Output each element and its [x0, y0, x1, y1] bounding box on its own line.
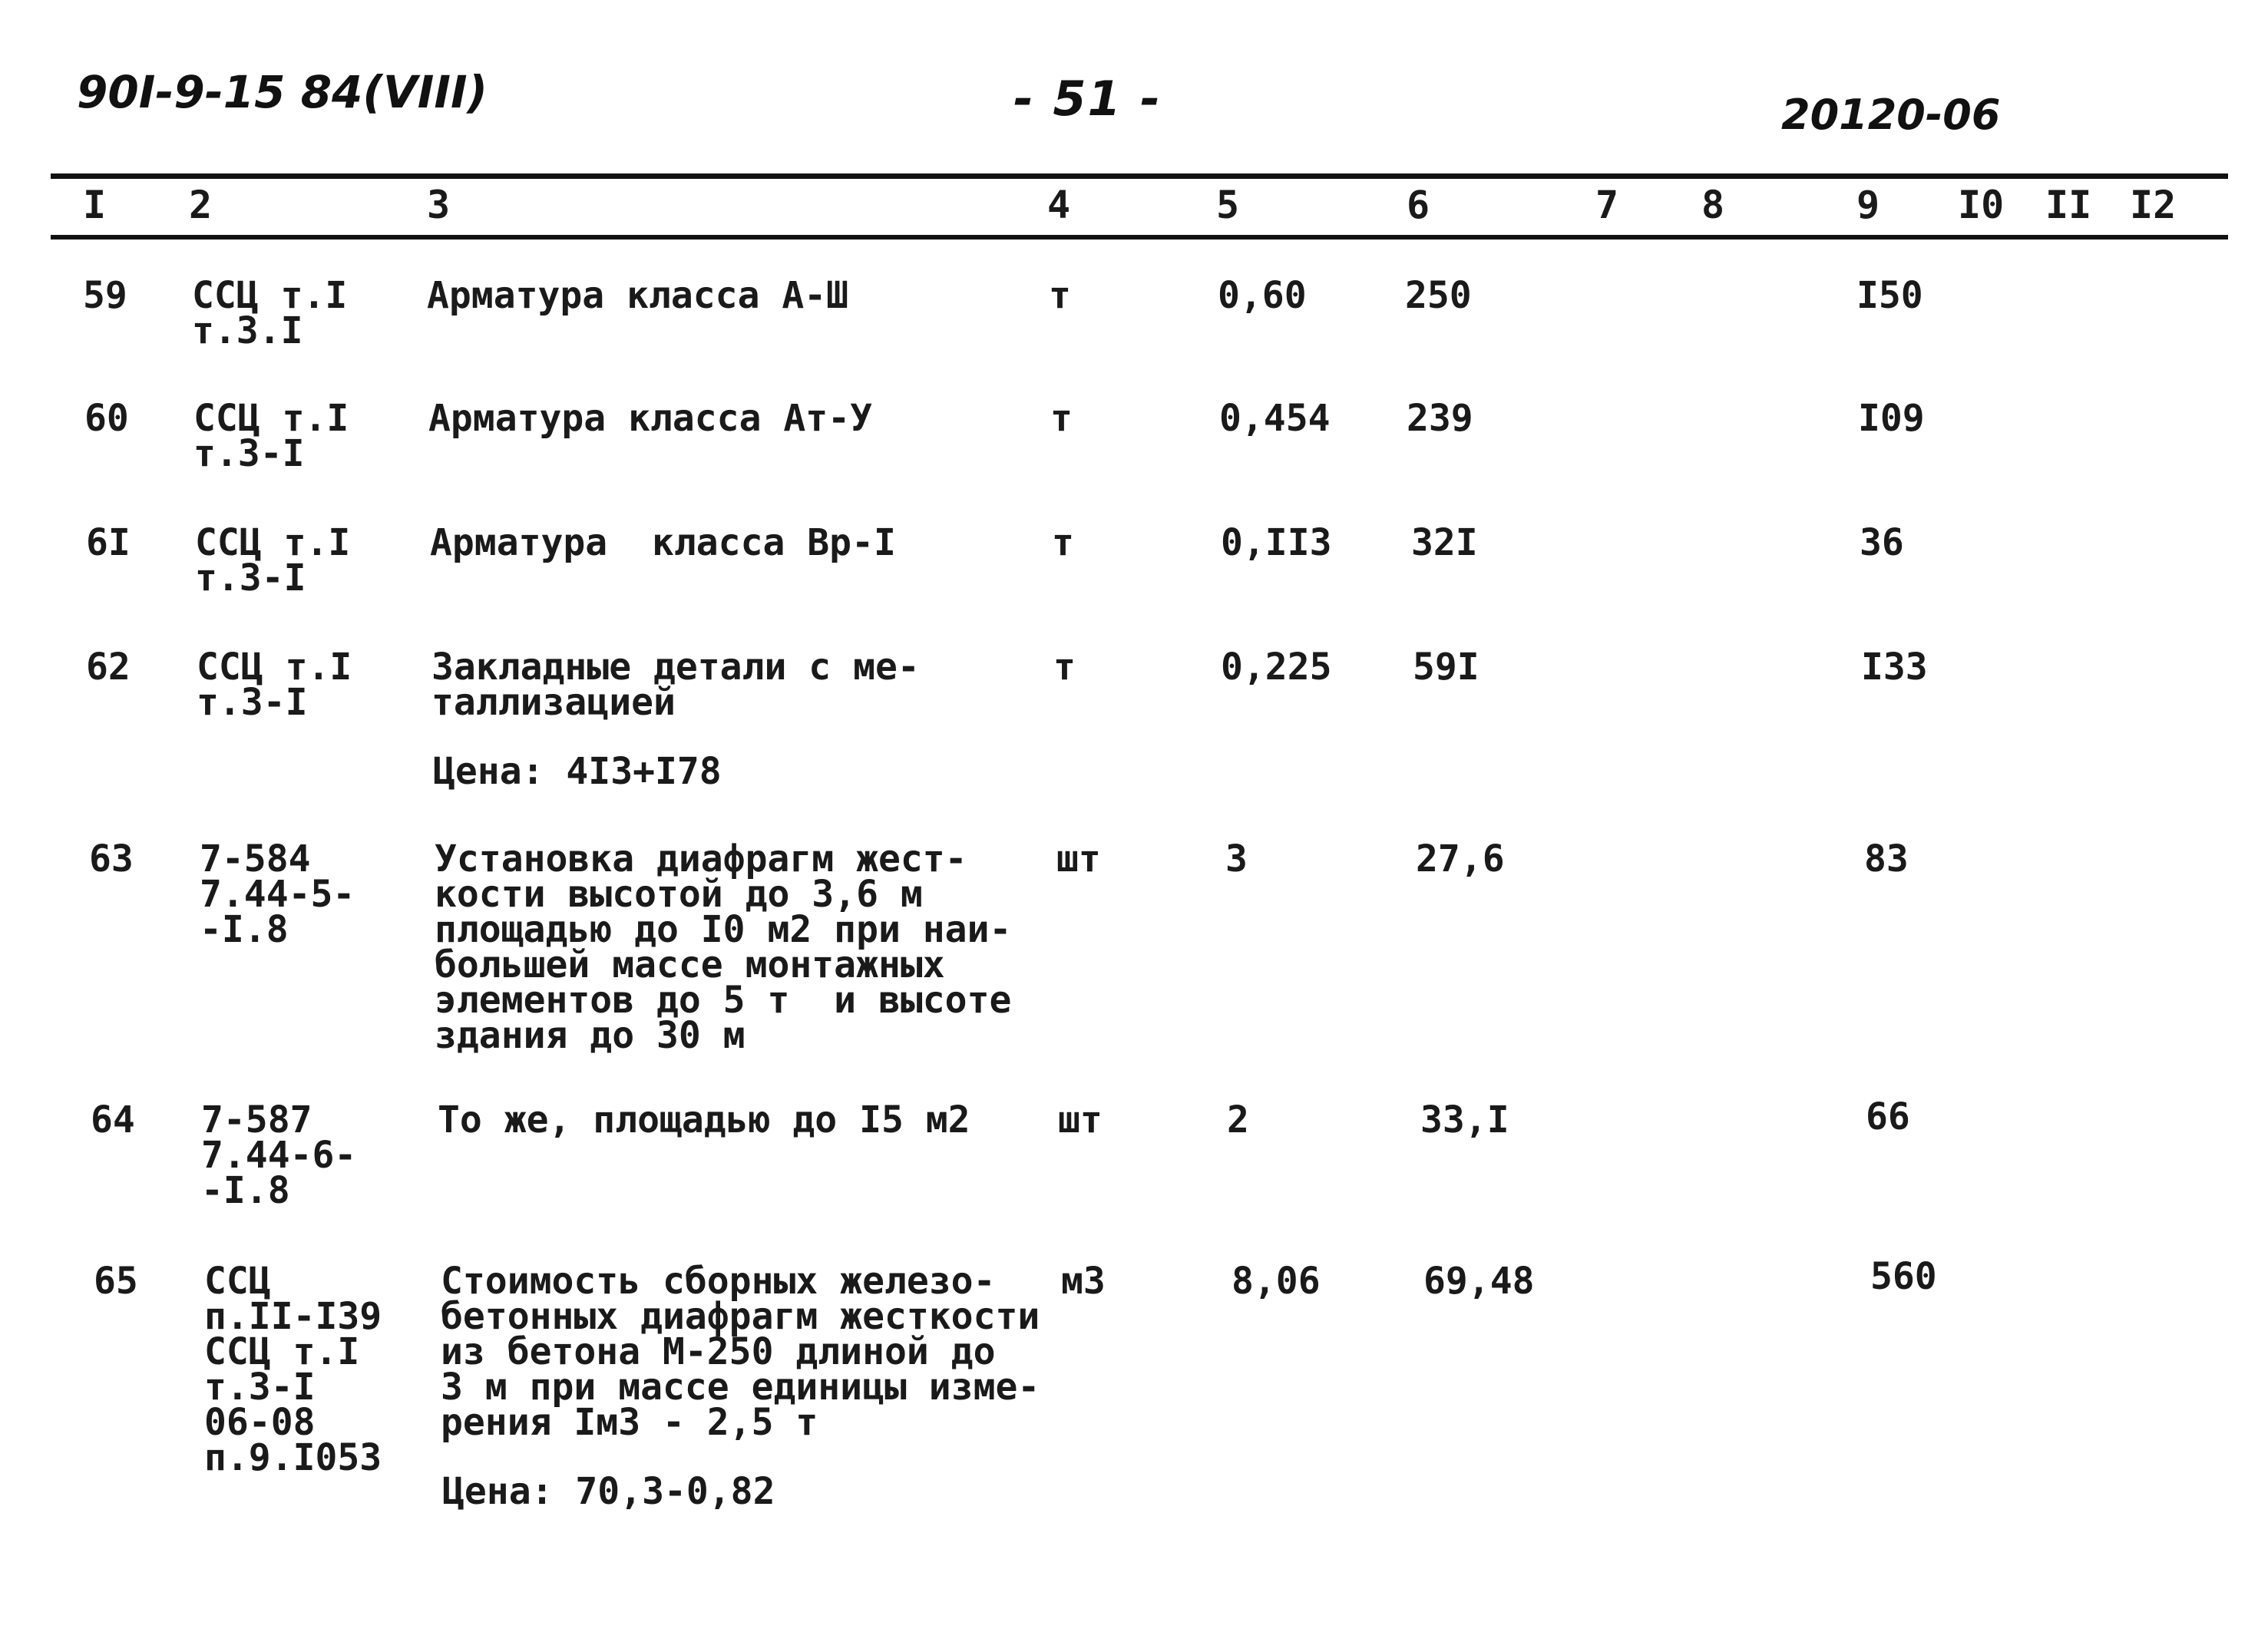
- basis-line: 7.44-6-: [201, 1134, 357, 1177]
- total-cell: I09: [1858, 397, 1925, 440]
- basis-line: т.3.I: [192, 309, 303, 352]
- price-note: Цена: 70,3-0,82: [442, 1470, 775, 1513]
- column-number: 6: [1407, 183, 1430, 227]
- column-number: 9: [1856, 183, 1880, 227]
- basis-line: -I.8: [200, 908, 289, 951]
- unit-cell: т: [1052, 521, 1074, 564]
- basis-line: п.II-I39: [204, 1295, 382, 1338]
- column-number: I0: [1958, 183, 2005, 227]
- total-cell: 66: [1866, 1095, 1910, 1138]
- description-line: Арматура класса Вр-I: [430, 521, 896, 564]
- table-top-rule: [51, 173, 2228, 179]
- row-number: 62: [86, 646, 131, 689]
- unit-price-cell: 239: [1407, 397, 1473, 440]
- description-line: из бетона М-250 длиной до: [441, 1330, 996, 1373]
- total-cell: I33: [1861, 646, 1928, 689]
- column-number: 7: [1595, 183, 1619, 227]
- unit-price-cell: 32I: [1411, 521, 1478, 564]
- total-cell: I50: [1856, 274, 1923, 317]
- unit-cell: т: [1049, 274, 1071, 317]
- column-number: 4: [1047, 183, 1071, 227]
- description-line: 3 м при массе единицы изме-: [441, 1366, 1040, 1409]
- basis-line: т.3-I: [197, 681, 308, 724]
- column-number: 5: [1216, 183, 1240, 227]
- description-line: элементов до 5 т и высоте: [435, 979, 1012, 1022]
- unit-price-cell: 250: [1405, 274, 1472, 317]
- description-line: Закладные детали с ме-: [431, 646, 920, 689]
- quantity-cell: 0,454: [1219, 397, 1331, 440]
- column-number: II: [2045, 183, 2092, 227]
- basis-line: п.9.I053: [204, 1436, 382, 1479]
- unit-cell: т: [1050, 397, 1073, 440]
- basis-line: ССЦ т.I: [197, 646, 352, 689]
- table-header-rule: [51, 235, 2228, 240]
- basis-line: ССЦ т.I: [192, 274, 348, 317]
- column-number: 8: [1701, 183, 1725, 227]
- column-number: I: [83, 183, 107, 227]
- quantity-cell: 0,225: [1221, 646, 1332, 689]
- page-number: - 51 -: [1013, 71, 1162, 127]
- description-line: большей массе монтажных: [435, 943, 945, 986]
- description-line: площадью до I0 м2 при наи-: [435, 908, 1012, 951]
- row-number: 64: [91, 1098, 135, 1141]
- total-cell: 560: [1870, 1255, 1937, 1298]
- unit-cell: шт: [1058, 1098, 1103, 1141]
- basis-line: 7.44-5-: [200, 873, 355, 916]
- unit-price-cell: 59I: [1413, 646, 1479, 689]
- column-number: 3: [427, 183, 451, 227]
- unit-cell: шт: [1056, 837, 1101, 880]
- unit-price-cell: 33,I: [1420, 1098, 1509, 1141]
- basis-line: т.3-I: [204, 1366, 316, 1409]
- unit-price-cell: 27,6: [1416, 837, 1505, 880]
- unit-cell: м3: [1061, 1260, 1106, 1303]
- basis-line: т.3-I: [193, 432, 305, 475]
- basis-line: -I.8: [201, 1169, 290, 1212]
- quantity-cell: 2: [1227, 1098, 1249, 1141]
- quantity-cell: 8,06: [1232, 1260, 1321, 1303]
- basis-line: ССЦ т.I: [195, 521, 351, 564]
- description-line: кости высотой до 3,6 м: [435, 873, 923, 916]
- description-line: Арматура класса Ат-У: [428, 397, 872, 440]
- unit-cell: т: [1053, 646, 1076, 689]
- row-number: 65: [94, 1260, 138, 1303]
- quantity-cell: 0,60: [1218, 274, 1307, 317]
- description-line: бетонных диафрагм жесткости: [441, 1295, 1040, 1338]
- row-number: 6I: [86, 521, 131, 564]
- document-code: 90I-9-15 84(VIII): [77, 66, 488, 118]
- description-line: То же, площадью до I5 м2: [438, 1098, 970, 1141]
- description-line: рения Iм3 - 2,5 т: [441, 1401, 818, 1444]
- basis-line: ССЦ: [204, 1260, 271, 1303]
- description-line: Стоимость сборных железо-: [441, 1260, 996, 1303]
- basis-line: 7-584: [200, 837, 311, 880]
- basis-line: ССЦ т.I: [193, 397, 349, 440]
- row-number: 59: [83, 274, 127, 317]
- column-number: 2: [189, 183, 213, 227]
- total-cell: 36: [1860, 521, 1904, 564]
- row-number: 60: [84, 397, 129, 440]
- price-note: Цена: 4I3+I78: [433, 750, 722, 793]
- row-number: 63: [89, 837, 134, 880]
- basis-line: ССЦ т.I: [204, 1330, 360, 1373]
- column-number: I2: [2130, 183, 2177, 227]
- description-line: Установка диафрагм жест-: [435, 837, 967, 880]
- description-line: Арматура класса А-Ш: [427, 274, 849, 317]
- quantity-cell: 3: [1225, 837, 1248, 880]
- document-id: 20120-06: [1781, 91, 2001, 139]
- description-line: здания до 30 м: [435, 1014, 746, 1057]
- unit-price-cell: 69,48: [1423, 1260, 1535, 1303]
- basis-line: т.3-I: [195, 557, 306, 600]
- description-line: таллизацией: [431, 681, 676, 724]
- quantity-cell: 0,II3: [1221, 521, 1332, 564]
- basis-line: 06-08: [204, 1401, 316, 1444]
- basis-line: 7-587: [201, 1098, 312, 1141]
- total-cell: 83: [1864, 837, 1909, 880]
